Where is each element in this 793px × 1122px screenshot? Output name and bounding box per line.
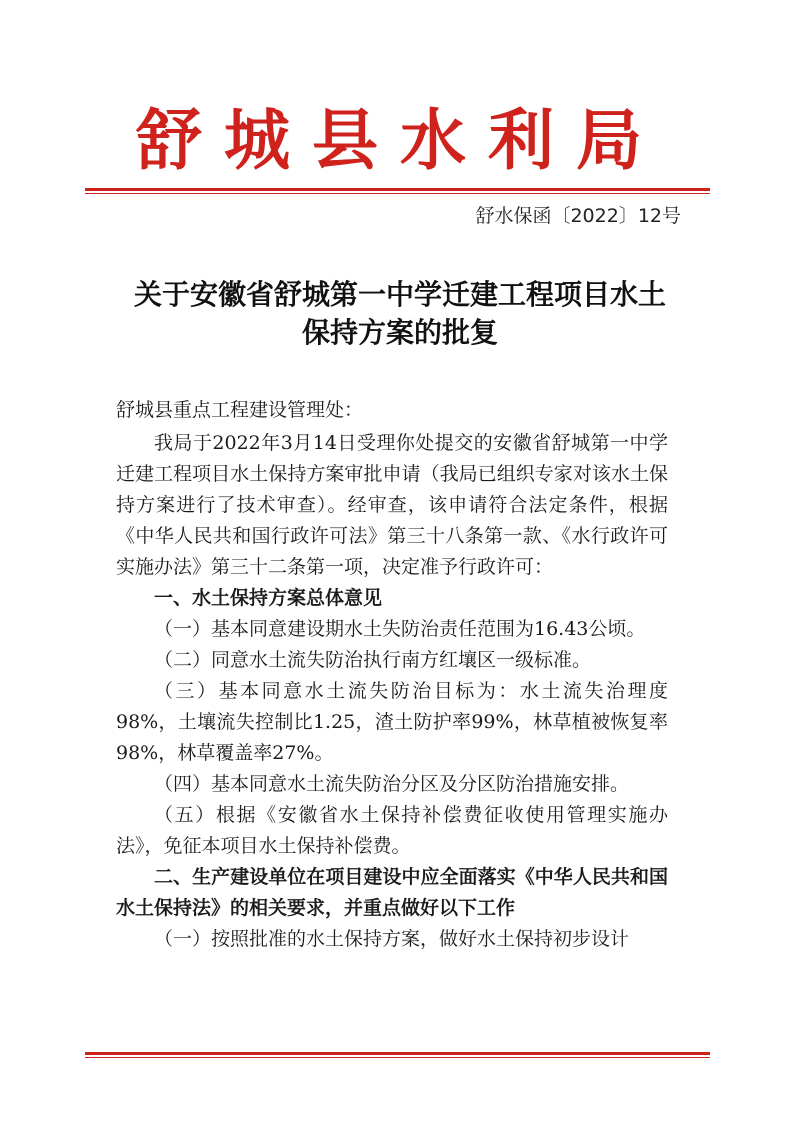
document-title [100,276,700,352]
section-1-item: （一）基本同意建设期水土失防治责任范围为16.43公顷。 [154,618,646,640]
footer-rule-thin [85,1057,710,1058]
agency-letterhead: 舒城县水利局 [136,101,664,179]
section-2-item: （一）按照批准的水土保持方案，做好水土保持初步设计 [154,928,630,950]
section-1-item: （五）根据《安徽省水土保持补偿费征收使用管理实施办法》，免征本项目水土保持补偿费。 [116,804,668,857]
letterhead-rule-thick [85,188,710,191]
section-1-heading: 一、水土保持方案总体意见 [154,587,383,609]
intro-paragraph: 我局于2022年3月14日受理你处提交的安徽省舒城第一中学迁建工程项目水土保持方案审批申请（我局已组织专家对该水土保持方案进行了技术审查）。经审查，该申请符合法定条件，根据《中华人民共和国行政许可法》第三十八条第一款、《水行政许可实施办法》第三十二条第一项，决定准予行政许可： [116,432,668,578]
salutation: 舒城县重点工程建设管理处： [116,399,364,421]
letterhead-rule-thin [85,193,710,194]
title-line-1: 关于安徽省舒城第一中学迁建工程项目水土 [133,278,666,311]
section-2-heading: 二、生产建设单位在项目建设中应全面落实《中华人民共和国水土保持法》的相关要求，并重点做好以下工作 [116,866,668,919]
section-1-item: （二）同意水土流失防治执行南方红壤区一级标准。 [154,649,592,671]
title-line-2: 保持方案的批复 [301,316,498,349]
section-1-item: （三）基本同意水土流失防治目标为：水土流失治理度98%，土壤流失控制比1.25，渣土防护率99%，林草植被恢复率98%，林草覆盖率27%。 [116,680,668,764]
section-1-item: （四）基本同意水土流失防治分区及分区防治措施安排。 [154,773,630,795]
document-number: 舒水保函〔2022〕12号 [475,205,681,227]
footer-rule-thick [85,1052,710,1055]
document-body [116,395,668,955]
